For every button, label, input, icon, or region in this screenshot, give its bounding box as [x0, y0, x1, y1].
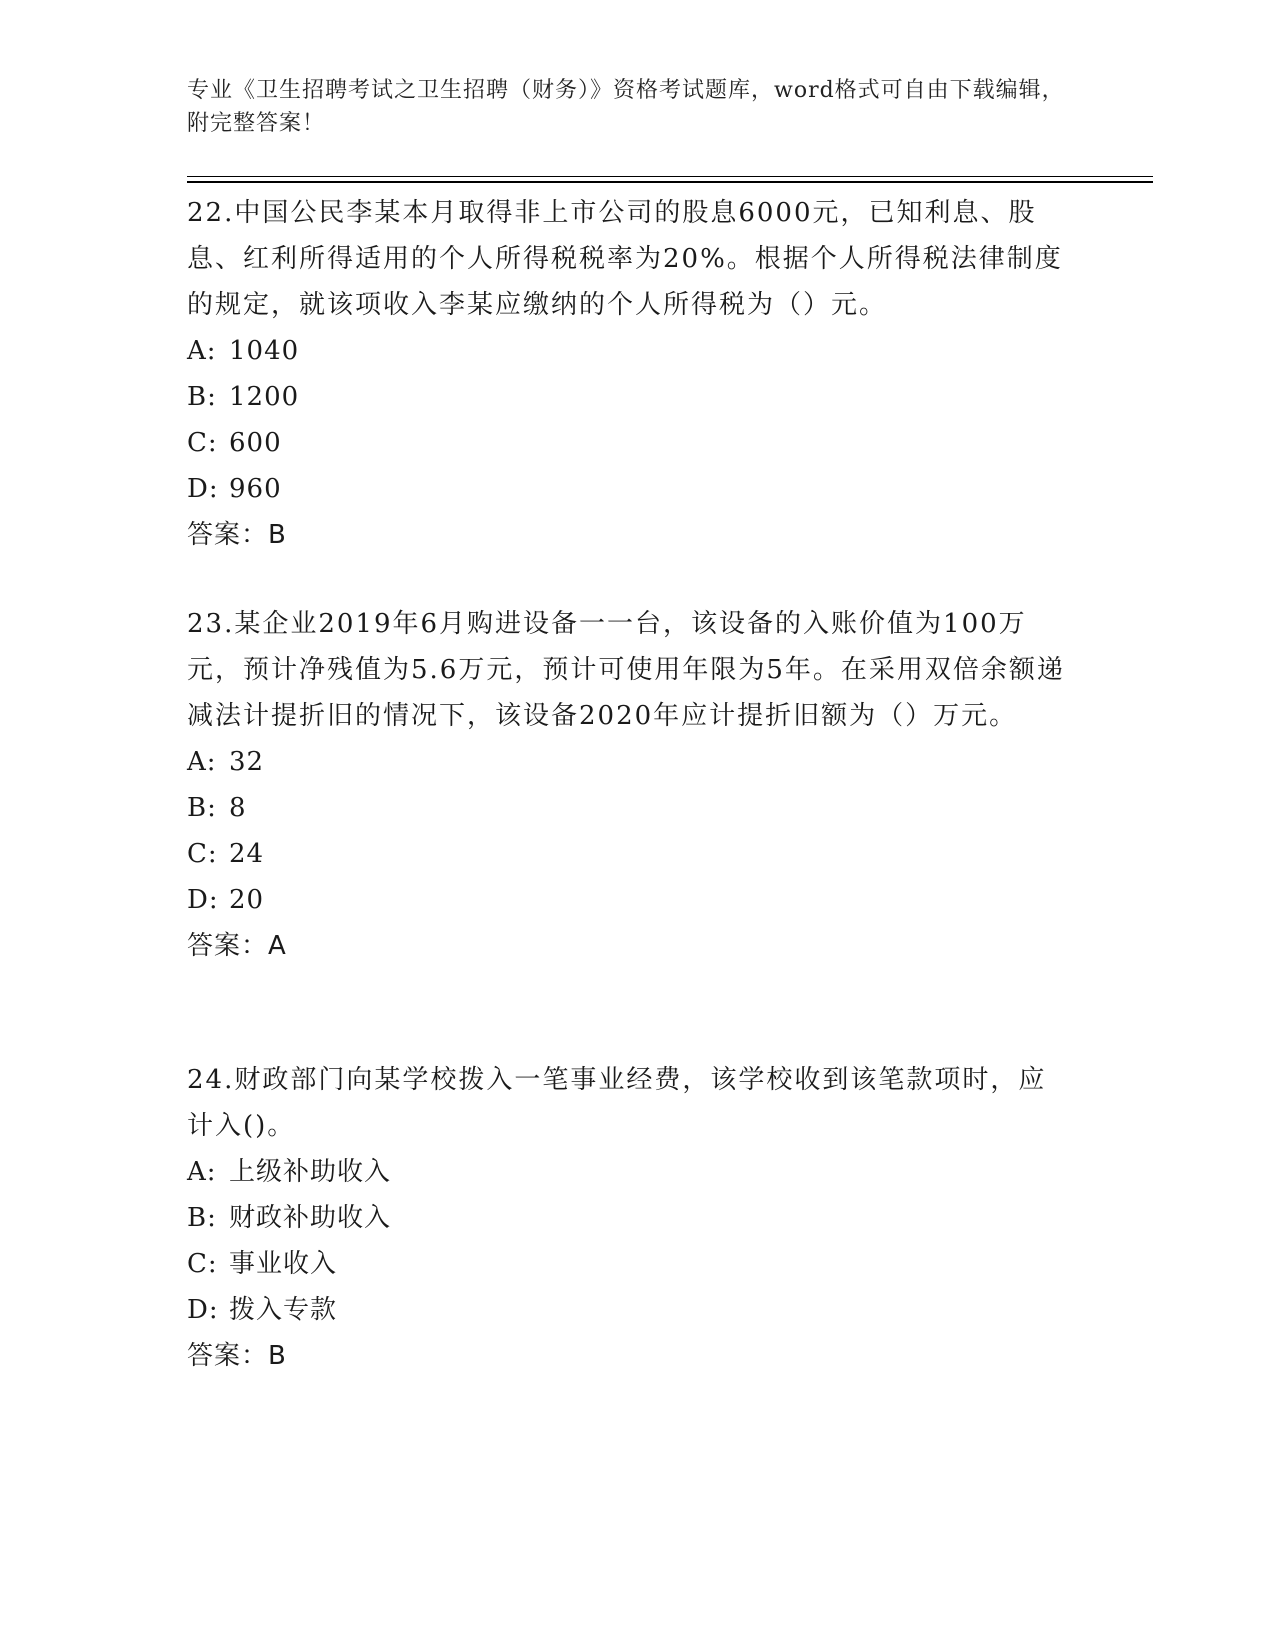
option-text: 财政补助收入 [229, 1203, 392, 1233]
option-letter: B: [187, 382, 217, 412]
option-a [187, 328, 1067, 374]
document-header: 专业《卫生招聘考试之卫生招聘（财务）》资格考试题库，word格式可自由下载编辑，附完整答案！ [187, 78, 1065, 136]
option-letter: D: [187, 1295, 219, 1325]
option-c [187, 831, 1067, 877]
option-c [187, 420, 1067, 466]
option-text: 960 [229, 474, 282, 504]
option-text: 上级补助收入 [229, 1157, 392, 1187]
question-stem: 22.中国公民李某本月取得非上市公司的股息6000元，已知利息、股息、红利所得适用的个人所得税税率为20%。根据个人所得税法律制度的规定，就该项收入李某应缴纳的个人所得税为（）元。 [187, 198, 1063, 320]
option-d [187, 466, 1067, 512]
option-b [187, 785, 1067, 831]
option-letter: D: [187, 474, 219, 504]
header-divider-thin [187, 176, 1153, 177]
option-letter: A: [187, 747, 217, 777]
option-letter: C: [187, 428, 218, 458]
option-b [187, 1195, 1067, 1241]
option-letter: D: [187, 885, 219, 915]
question-23 [187, 601, 1067, 969]
option-letter: B: [187, 793, 217, 823]
answer-line: 答案：A [187, 931, 287, 961]
option-text: 600 [229, 428, 282, 458]
option-text: 1040 [229, 336, 300, 366]
question-24 [187, 1057, 1067, 1379]
answer-line: 答案：B [187, 1341, 287, 1371]
answer-line: 答案：B [187, 520, 287, 550]
option-a [187, 739, 1067, 785]
question-stem: 24.财政部门向某学校拨入一笔事业经费，该学校收到该笔款项时，应计入()。 [187, 1065, 1047, 1141]
option-letter: A: [187, 336, 217, 366]
option-a [187, 1149, 1067, 1195]
option-d [187, 1287, 1067, 1333]
option-text: 拨入专款 [229, 1295, 338, 1325]
option-text: 8 [229, 793, 247, 823]
option-text: 32 [229, 747, 265, 777]
option-text: 1200 [229, 382, 300, 412]
option-letter: C: [187, 839, 218, 869]
option-letter: A: [187, 1157, 217, 1187]
question-22 [187, 190, 1067, 558]
option-c [187, 1241, 1067, 1287]
option-letter: C: [187, 1249, 218, 1279]
option-text: 20 [229, 885, 265, 915]
option-b [187, 374, 1067, 420]
option-d [187, 877, 1067, 923]
option-text: 24 [229, 839, 265, 869]
header-divider-thick [187, 181, 1153, 183]
question-stem: 23.某企业2019年6月购进设备一一台，该设备的入账价值为100万元，预计净残值为5.6万元，预计可使用年限为5年。在采用双倍余额递减法计提折旧的情况下，该设备2020年应计提折旧额为（）万元。 [187, 609, 1065, 731]
option-text: 事业收入 [229, 1249, 338, 1279]
option-letter: B: [187, 1203, 217, 1233]
